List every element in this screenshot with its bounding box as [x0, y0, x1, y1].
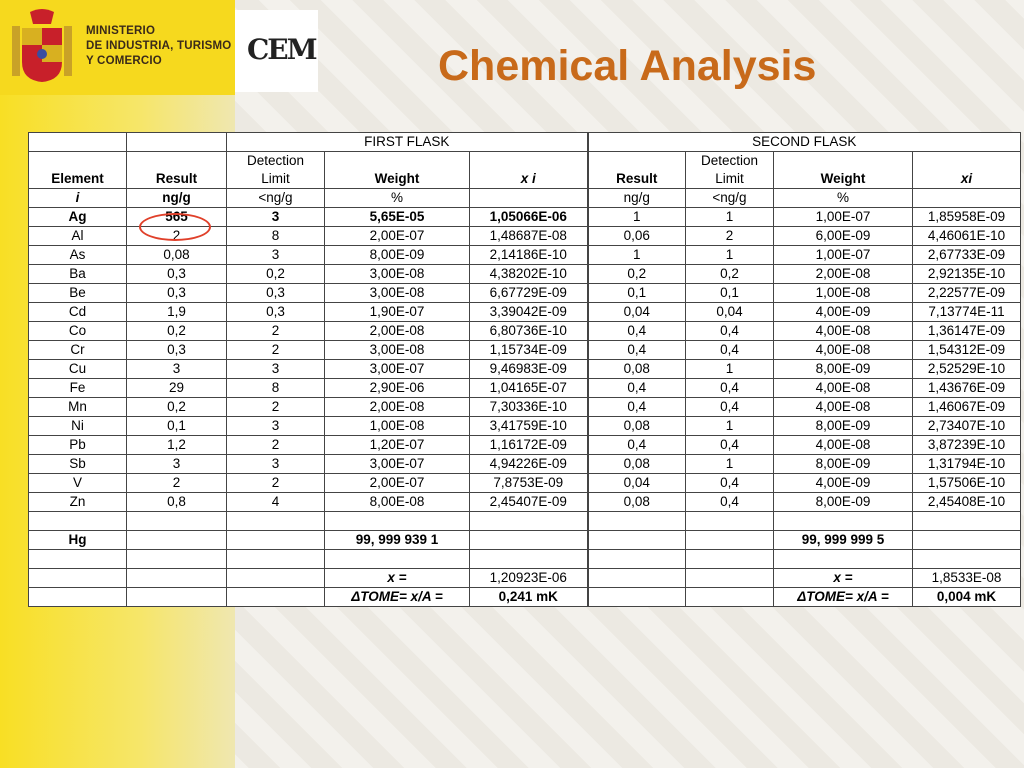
value-cell: 0,08	[588, 493, 686, 512]
value-cell: 0,8	[127, 493, 227, 512]
x-row	[29, 569, 1021, 588]
delta-t-value-2: 0,004 mK	[913, 588, 1021, 607]
value-cell: 1,16172E-09	[470, 436, 588, 455]
table-row	[29, 379, 1021, 398]
value-cell: 2,52529E-10	[913, 360, 1021, 379]
table-row	[29, 303, 1021, 322]
element-cell: Cr	[29, 341, 127, 360]
element-cell: Ni	[29, 417, 127, 436]
ministry-header	[0, 0, 235, 95]
value-cell: 8,00E-09	[774, 493, 913, 512]
value-cell: 0,04	[588, 303, 686, 322]
value-cell: 3,39042E-09	[470, 303, 588, 322]
value-cell: 3	[227, 360, 325, 379]
value-cell: 3,00E-08	[325, 284, 470, 303]
element-cell: V	[29, 474, 127, 493]
ministry-line-2: DE INDUSTRIA, TURISMO	[86, 40, 232, 52]
unit-cell: ng/g	[127, 189, 227, 208]
unit-cell: ng/g	[588, 189, 686, 208]
col-element: Element	[29, 152, 127, 189]
value-cell: 1	[686, 360, 774, 379]
hg-row	[29, 531, 1021, 550]
page-title: Chemical Analysis	[438, 42, 817, 90]
value-cell: 0,06	[588, 227, 686, 246]
value-cell: 1,00E-08	[325, 417, 470, 436]
value-cell: 0,08	[127, 246, 227, 265]
value-cell: 1,20E-07	[325, 436, 470, 455]
value-cell: 2	[686, 227, 774, 246]
table-row	[29, 284, 1021, 303]
value-cell: 8,00E-09	[774, 455, 913, 474]
unit-cell	[470, 189, 588, 208]
value-cell: 0,04	[686, 303, 774, 322]
value-cell: 1	[588, 208, 686, 227]
value-cell: 6,00E-09	[774, 227, 913, 246]
table-row	[29, 455, 1021, 474]
value-cell: 3	[227, 208, 325, 227]
value-cell: 0,4	[686, 474, 774, 493]
value-cell: 2,00E-07	[325, 474, 470, 493]
table-row	[29, 360, 1021, 379]
value-cell: 0,2	[127, 398, 227, 417]
element-cell: As	[29, 246, 127, 265]
value-cell: 2,00E-07	[325, 227, 470, 246]
col-result-1: Result	[127, 152, 227, 189]
element-cell: Cu	[29, 360, 127, 379]
value-cell: 6,67729E-09	[470, 284, 588, 303]
value-cell: 0,4	[588, 379, 686, 398]
unit-cell: %	[774, 189, 913, 208]
value-cell: 3,00E-07	[325, 360, 470, 379]
value-cell: 1,15734E-09	[470, 341, 588, 360]
value-cell: 7,8753E-09	[470, 474, 588, 493]
hg-weight-1: 99, 999 939 1	[325, 531, 470, 550]
table-row	[29, 417, 1021, 436]
value-cell: 29	[127, 379, 227, 398]
value-cell: 2,00E-08	[325, 322, 470, 341]
value-cell: 6,80736E-10	[470, 322, 588, 341]
value-cell: 1,00E-08	[774, 284, 913, 303]
first-flask-header: FIRST FLASK	[227, 133, 588, 152]
element-cell: Sb	[29, 455, 127, 474]
unit-cell: <ng/g	[227, 189, 325, 208]
value-cell: 2,45407E-09	[470, 493, 588, 512]
value-cell: 0,1	[686, 284, 774, 303]
value-cell: 2	[227, 398, 325, 417]
value-cell: 1	[588, 246, 686, 265]
delta-t-label-1: ΔTOME= x/A =	[325, 588, 470, 607]
value-cell: 0,08	[588, 417, 686, 436]
value-cell: 1	[686, 417, 774, 436]
cem-logo: CEM	[247, 33, 316, 66]
value-cell: 0,4	[686, 341, 774, 360]
value-cell: 0,3	[227, 303, 325, 322]
value-cell: 8,00E-09	[325, 246, 470, 265]
value-cell: 0,08	[588, 360, 686, 379]
unit-cell: %	[325, 189, 470, 208]
x-label-1: x =	[325, 569, 470, 588]
value-cell: 0,4	[686, 379, 774, 398]
value-cell: 1,04165E-07	[470, 379, 588, 398]
value-cell: 1,36147E-09	[913, 322, 1021, 341]
value-cell: 2	[227, 474, 325, 493]
value-cell: 0,4	[686, 436, 774, 455]
table-row	[29, 493, 1021, 512]
value-cell: 4,00E-08	[774, 398, 913, 417]
ministry-line-3: Y COMERCIO	[86, 55, 162, 67]
value-cell: 3,00E-07	[325, 455, 470, 474]
value-cell: 0,1	[588, 284, 686, 303]
table-row	[29, 208, 1021, 227]
value-cell: 7,30336E-10	[470, 398, 588, 417]
value-cell: 4	[227, 493, 325, 512]
value-cell: 3	[227, 455, 325, 474]
value-cell: 0,4	[588, 322, 686, 341]
value-cell: 1	[686, 208, 774, 227]
delta-t-label-2: ΔTOME= x/A =	[774, 588, 913, 607]
value-cell: 2	[227, 341, 325, 360]
ministry-name	[86, 24, 231, 69]
value-cell: 4,46061E-10	[913, 227, 1021, 246]
value-cell: 2	[227, 436, 325, 455]
element-cell: Ba	[29, 265, 127, 284]
value-cell: 0,3	[127, 341, 227, 360]
value-cell: 2,00E-08	[325, 398, 470, 417]
hg-label: Hg	[29, 531, 127, 550]
value-cell: 2,67733E-09	[913, 246, 1021, 265]
value-cell: 1,43676E-09	[913, 379, 1021, 398]
value-cell: 3,00E-08	[325, 341, 470, 360]
value-cell: 1,54312E-09	[913, 341, 1021, 360]
col-result-2: Result	[588, 152, 686, 189]
value-cell: 3,00E-08	[325, 265, 470, 284]
value-cell: 4,00E-08	[774, 379, 913, 398]
value-cell: 0,4	[686, 398, 774, 417]
element-cell: Be	[29, 284, 127, 303]
value-cell: 1,00E-07	[774, 246, 913, 265]
table-row	[29, 436, 1021, 455]
value-cell: 0,04	[588, 474, 686, 493]
value-cell: 3,87239E-10	[913, 436, 1021, 455]
value-cell: 5,65E-05	[325, 208, 470, 227]
value-cell: 4,00E-09	[774, 303, 913, 322]
value-cell: 2,00E-08	[774, 265, 913, 284]
value-cell: 4,00E-08	[774, 322, 913, 341]
value-cell: 8	[227, 227, 325, 246]
value-cell: 0,2	[588, 265, 686, 284]
element-cell: Cd	[29, 303, 127, 322]
value-cell: 0,2	[127, 322, 227, 341]
value-cell: 2,14186E-10	[470, 246, 588, 265]
col-detection-limit-2: Detection Limit	[686, 152, 774, 189]
unit-cell: <ng/g	[686, 189, 774, 208]
units-row	[29, 189, 1021, 208]
value-cell: 0,1	[127, 417, 227, 436]
value-cell: 1,85958E-09	[913, 208, 1021, 227]
value-cell: 1,9	[127, 303, 227, 322]
col-detection-limit-1: Detection Limit	[227, 152, 325, 189]
x-value-2: 1,8533E-08	[913, 569, 1021, 588]
value-cell: 0,4	[686, 493, 774, 512]
table-row	[29, 246, 1021, 265]
value-cell: 4,38202E-10	[470, 265, 588, 284]
value-cell: 4,94226E-09	[470, 455, 588, 474]
table-row	[29, 398, 1021, 417]
value-cell: 2,92135E-10	[913, 265, 1021, 284]
value-cell: 0,4	[588, 341, 686, 360]
hg-weight-2: 99, 999 999 5	[774, 531, 913, 550]
delta-t-value-1: 0,241 mK	[470, 588, 588, 607]
value-cell: 2	[127, 474, 227, 493]
table-row	[29, 474, 1021, 493]
value-cell: 1,90E-07	[325, 303, 470, 322]
table-row	[29, 341, 1021, 360]
value-cell: 3,41759E-10	[470, 417, 588, 436]
unit-cell	[913, 189, 1021, 208]
value-cell: 2,90E-06	[325, 379, 470, 398]
unit-cell: i	[29, 189, 127, 208]
value-cell: 0,4	[588, 398, 686, 417]
delta-t-row	[29, 588, 1021, 607]
value-cell: 1	[686, 246, 774, 265]
value-cell: 2	[127, 227, 227, 246]
col-weight-2: Weight	[774, 152, 913, 189]
coat-of-arms-icon	[8, 8, 76, 86]
x-value-1: 1,20923E-06	[470, 569, 588, 588]
value-cell: 1,48687E-08	[470, 227, 588, 246]
value-cell: 8	[227, 379, 325, 398]
value-cell: 1,05066E-06	[470, 208, 588, 227]
chemical-analysis-table	[28, 132, 1021, 607]
table-row	[29, 265, 1021, 284]
value-cell: 3	[127, 360, 227, 379]
element-cell: Pb	[29, 436, 127, 455]
second-flask-header: SECOND FLASK	[588, 133, 1021, 152]
value-cell: 4,00E-09	[774, 474, 913, 493]
table-row	[29, 227, 1021, 246]
col-weight-1: Weight	[325, 152, 470, 189]
value-cell: 1,46067E-09	[913, 398, 1021, 417]
value-cell: 7,13774E-11	[913, 303, 1021, 322]
value-cell: 3	[127, 455, 227, 474]
value-cell: 3	[227, 246, 325, 265]
value-cell: 0,4	[588, 436, 686, 455]
value-cell: 0,4	[686, 322, 774, 341]
value-cell: 8,00E-09	[774, 360, 913, 379]
value-cell: 0,2	[686, 265, 774, 284]
value-cell: 8,00E-09	[774, 417, 913, 436]
value-cell: 2,45408E-10	[913, 493, 1021, 512]
element-cell: Zn	[29, 493, 127, 512]
value-cell: 1,2	[127, 436, 227, 455]
value-cell: 2	[227, 322, 325, 341]
col-xi-1: x i	[470, 152, 588, 189]
value-cell: 2,22577E-09	[913, 284, 1021, 303]
value-cell: 8,00E-08	[325, 493, 470, 512]
value-cell: 3	[227, 417, 325, 436]
value-cell: 4,00E-08	[774, 341, 913, 360]
value-cell: 0,3	[227, 284, 325, 303]
col-xi-2: xi	[913, 152, 1021, 189]
value-cell: 565	[127, 208, 227, 227]
value-cell: 9,46983E-09	[470, 360, 588, 379]
value-cell: 0,2	[227, 265, 325, 284]
value-cell: 1,31794E-10	[913, 455, 1021, 474]
element-cell: Co	[29, 322, 127, 341]
element-cell: Fe	[29, 379, 127, 398]
value-cell: 1	[686, 455, 774, 474]
value-cell: 0,3	[127, 265, 227, 284]
value-cell: 2,73407E-10	[913, 417, 1021, 436]
value-cell: 4,00E-08	[774, 436, 913, 455]
x-label-2: x =	[774, 569, 913, 588]
value-cell: 0,08	[588, 455, 686, 474]
table-row	[29, 322, 1021, 341]
element-cell: Mn	[29, 398, 127, 417]
value-cell: 1,57506E-10	[913, 474, 1021, 493]
element-cell: Ag	[29, 208, 127, 227]
ministry-line-1: MINISTERIO	[86, 25, 156, 37]
value-cell: 1,00E-07	[774, 208, 913, 227]
value-cell: 0,3	[127, 284, 227, 303]
element-cell: Al	[29, 227, 127, 246]
